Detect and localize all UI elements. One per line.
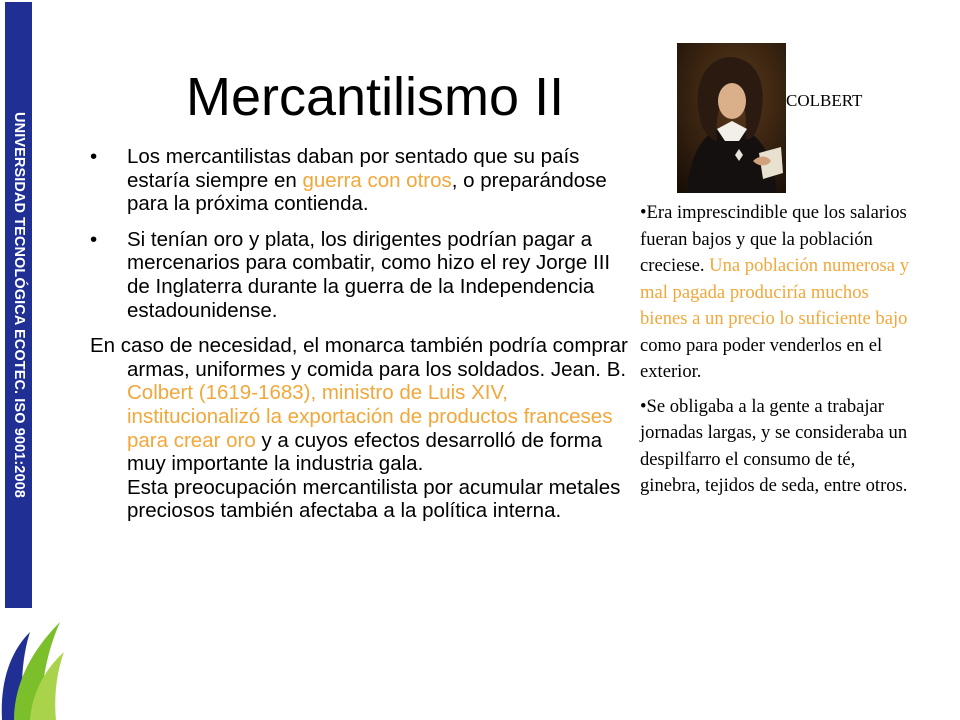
right-bullet (640, 200, 912, 386)
slide-title: Mercantilismo II (186, 67, 565, 127)
university-label: UNIVERSIDAD TECNOLÓGICA ECOTEC. ISO 9001:2008 (10, 112, 27, 498)
body-paragraph (90, 334, 630, 523)
highlighted-text: guerra con otros (302, 168, 452, 192)
right-text-block (640, 200, 912, 508)
bullet-text: Los mercantilistas daban por sentado que su país estaría siempre en (127, 145, 580, 192)
right-bullet-text-end: como para poder venderlos en el exterior. (640, 334, 883, 382)
ecotec-leaf-logo-icon (0, 612, 70, 720)
main-text-block (90, 145, 630, 523)
bullet-mark: • (640, 202, 647, 223)
bullet-mark: • (90, 227, 98, 251)
right-bullet-text: Era imprescindible que los salarios fueran bajos y que la población creciese. (640, 202, 907, 276)
sidebar-label-wrap (5, 2, 32, 608)
right-bullet-text: Se obligaba a la gente a trabajar jornadas largas, y se consideraba un despilfarro el consumo de té, ginebra, tejidos de seda, entre otros. (640, 395, 908, 496)
paragraph-text: En caso de necesidad, el monarca también podría comprar armas, uniformes y comida para los soldados. Jean. B. (90, 334, 628, 381)
bullet-mark: • (640, 395, 647, 417)
bullet-text-end: , o preparándose para la próxima contienda. (127, 168, 607, 216)
bullet-text: Si tenían oro y plata, los dirigentes podrían pagar a mercenarios para combatir, como hizo el rey Jorge III de Inglaterra durante la guerra de la Independencia estadounidense. (127, 227, 611, 322)
bullet-mark: • (90, 145, 98, 168)
paragraph-second-line: Esta preocupación mercantilista por acumular metales preciosos también afectaba a la política interna. (127, 475, 621, 523)
bullet-item (90, 145, 630, 216)
highlighted-text: Una población numerosa y mal pagada produciría muchos bienes a un precio lo suficiente bajo (640, 255, 909, 329)
right-bullet (640, 394, 912, 500)
paragraph-text-end: y a cuyos efectos desarrolló de forma muy importante la industria gala. (127, 428, 603, 476)
bullet-item (90, 228, 630, 322)
portrait-caption: COLBERT (786, 91, 863, 110)
university-sidebar (0, 0, 36, 720)
highlighted-text: Colbert (1619-1683), ministro de Luis XIV, institucionalizó la exportación de productos franceses para crear oro (127, 381, 613, 452)
colbert-portrait-image (677, 43, 786, 193)
